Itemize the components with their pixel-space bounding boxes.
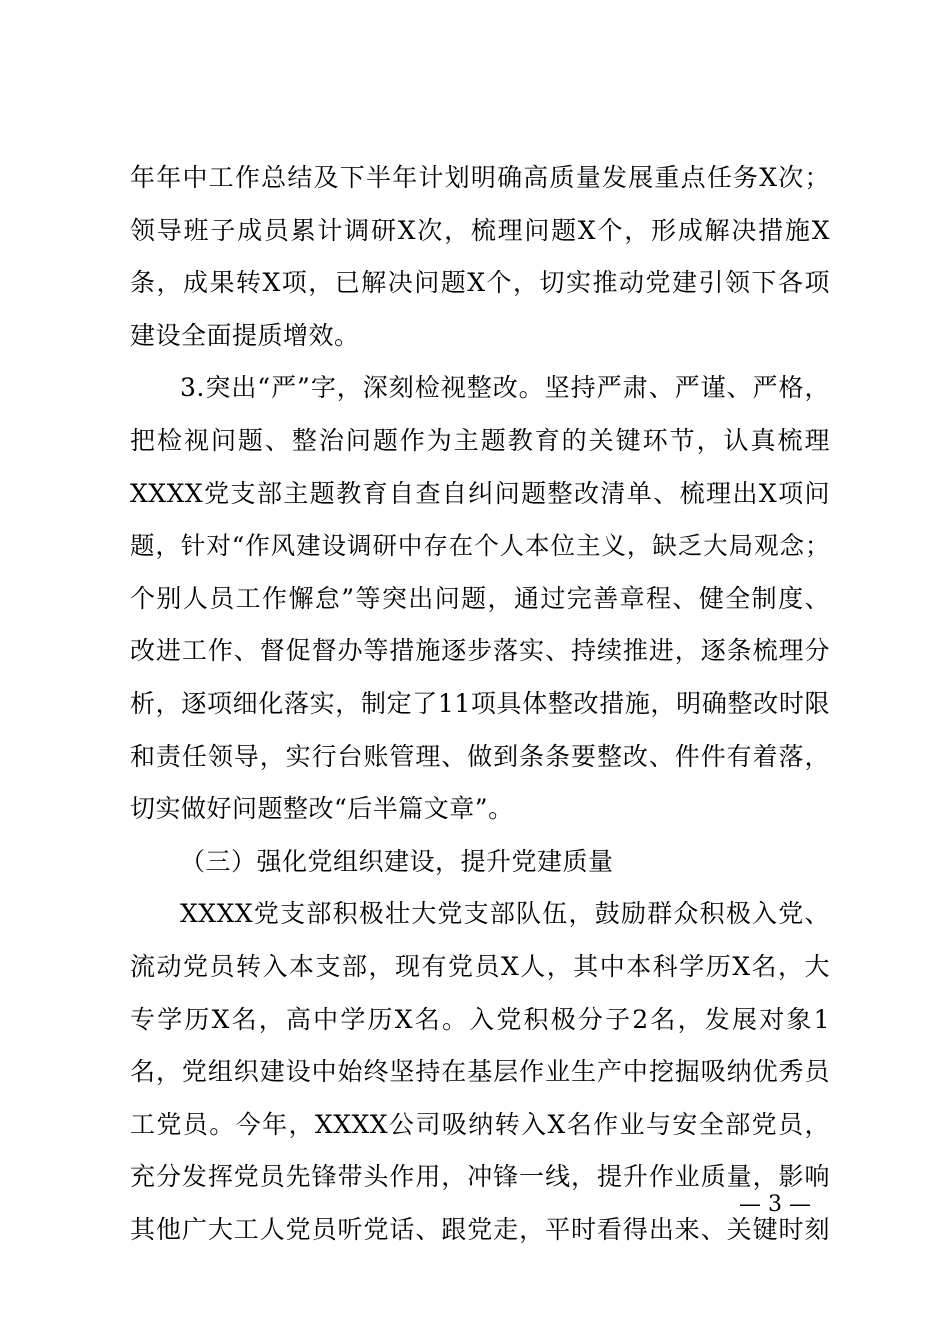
text-line: 领导班子成员累计调研X次，梳理问题X个，形成解决措施X bbox=[130, 215, 830, 245]
section-heading: （三）强化党组织建设，提升党建质量 bbox=[180, 846, 614, 876]
page-number: — 3 — bbox=[739, 1192, 811, 1217]
text-line: 工党员。今年，XXXX公司吸纳转入X名作业与安全部党员， bbox=[130, 1109, 830, 1139]
text-line: 个别人员工作懈怠”等突出问题，通过完善章程、健全制度、 bbox=[130, 583, 830, 613]
text-line: 和责任领导，实行台账管理、做到条条要整改、件件有着落， bbox=[130, 741, 830, 771]
text-line: 3.突出“严”字，深刻检视整改。坚持严肃、严谨、严格， bbox=[180, 373, 830, 403]
text-line: 析，逐项细化落实，制定了11项具体整改措施，明确整改时限 bbox=[130, 688, 830, 718]
text-line: 流动党员转入本支部，现有党员X人，其中本科学历X名，大 bbox=[130, 951, 830, 981]
text-line: 名，党组织建设中始终坚持在基层作业生产中挖掘吸纳优秀员 bbox=[130, 1057, 830, 1087]
text-line: 专学历X名，高中学历X名。入党积极分子2名，发展对象1 bbox=[130, 1004, 830, 1034]
text-line: 把检视问题、整治问题作为主题教育的关键环节，认真梳理 bbox=[130, 425, 830, 455]
text-line: XXXX党支部主题教育自查自纠问题整改清单、梳理出X项问 bbox=[130, 478, 830, 508]
text-line: 其他广大工人党员听党话、跟党走，平时看得出来、关键时刻 bbox=[130, 1214, 830, 1244]
text-line: 切实做好问题整改“后半篇文章”。 bbox=[130, 794, 514, 824]
text-line: 题，针对“作风建设调研中存在个人本位主义，缺乏大局观念； bbox=[130, 531, 830, 561]
text-line: XXXX党支部积极壮大党支部队伍，鼓励群众积极入党、 bbox=[180, 899, 830, 929]
text-line: 年年中工作总结及下半年计划明确高质量发展重点任务X次； bbox=[130, 163, 830, 192]
text-line: 建设全面提质增效。 bbox=[130, 320, 360, 350]
text-line: 充分发挥党员先锋带头作用，冲锋一线，提升作业质量，影响 bbox=[130, 1162, 830, 1192]
text-line: 条，成果转X项，已解决问题X个，切实推动党建引领下各项 bbox=[130, 268, 830, 298]
body-text bbox=[130, 152, 830, 1256]
text-line: 改进工作、督促督办等措施逐步落实、持续推进，逐条梳理分 bbox=[130, 636, 830, 666]
